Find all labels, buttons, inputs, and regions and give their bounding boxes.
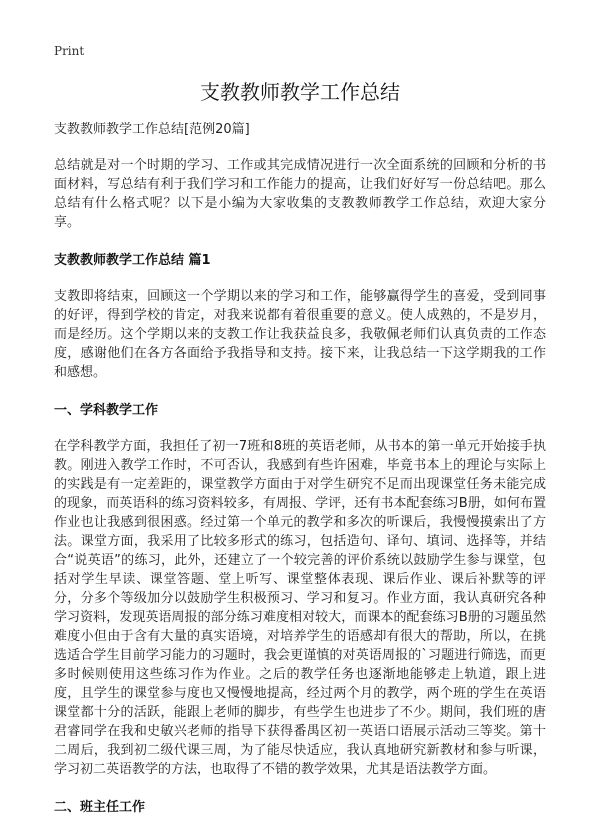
teaching-paragraph: 在学科教学方面，我担任了初一7班和8班的英语老师，从书本的第一单元开始接手执教。刚进入教学工作时，不可否认，我感到有些许困难，毕竟书本上的理论与实际上的实践是有一定差距的，课堂教学方面由于对学生研究不足而出现课堂任务未能完成的现象，而英语科的练习资料较多，有周报、学评，还有书本配套练习B册，如何布置作业也让我感到很困惑。经过第一个单元的教学和多次的听课后，我慢慢摸索出了方法。课堂方面，我采用了比较多形式的练习，包括造句、译句、填词、选择等，并结合“说英语”的练习，此外，还建立了一个较完善的评价系统以鼓励学生参与课堂，包括对学生早读、课堂答题、堂上听写、课堂整体表现、课后作业、课后补默等的评分，分多个等级加分以鼓励学生积极预习、学习和复习。作业方面，我认真研究各种学习资料，发现英语周报的部分练习难度相对较大，而课本的配套练习B册的习题虽然难度小但由于含有大量的真实语境，对培养学生的语感却有很大的帮助，所以，在挑选适合学生目前学习能力的习题时，我会更谨慎的对英语周报的`习题进行筛选，而更多时候则使用这些练习作为作业。之后的教学任务也逐渐地能够走上轨道，跟上进度，且学生的课堂参与度也又慢慢地提高，经过两个月的教学，两个班的学生在英语课堂都十分的活跃，能跟上老师的脚步，有些学生也进步了不少。期间，我们班的唐君睿同学在我和史敏兴老师的指导下获得番禺区初一英语口语展示活动三等奖。第十二周后，我到初二级代课三周，为了能尽快适应，我认真地研究新教材和参与听课，学习初二英语教学的方法，也取得了不错的教学效果，尤其是语法教学方面。: [54, 439, 546, 777]
section-paragraph: 支教即将结束，回顾这一个学期以来的学习和工作，能够赢得学生的喜爱，受到同事的好评，得到学校的肯定，对我来说都有着很重要的意义。使人成熟的，不是岁月，而是经历。这个学期以来的支教工作让我获益良多，我敬佩老师们认真负责的工作态度，感谢他们在各方各面给予我指导和支持。接下来，让我总结一下这学期我的工作和感想。: [54, 289, 546, 380]
document-subtitle: 支教教师教学工作总结[范例20篇]: [54, 122, 250, 137]
part-heading-class-teacher: 二、班主任工作: [54, 800, 146, 815]
document-title: 支教教师教学工作总结: [200, 80, 400, 104]
section-heading: 支教教师教学工作总结 篇1: [54, 253, 211, 268]
print-link[interactable]: Print: [54, 44, 85, 58]
intro-paragraph: 总结就是对一个时期的学习、工作或其完成情况进行一次全面系统的回顾和分析的书面材料，写总结有利于我们学习和工作能力的提高，让我们好好写一份总结吧。那么总结有什么格式呢？以下是小编为大家收集的支教教师教学工作总结，欢迎大家分享。: [54, 158, 546, 230]
document-body: [54, 120, 546, 834]
part-heading-teaching: 一、学科教学工作: [54, 403, 159, 418]
